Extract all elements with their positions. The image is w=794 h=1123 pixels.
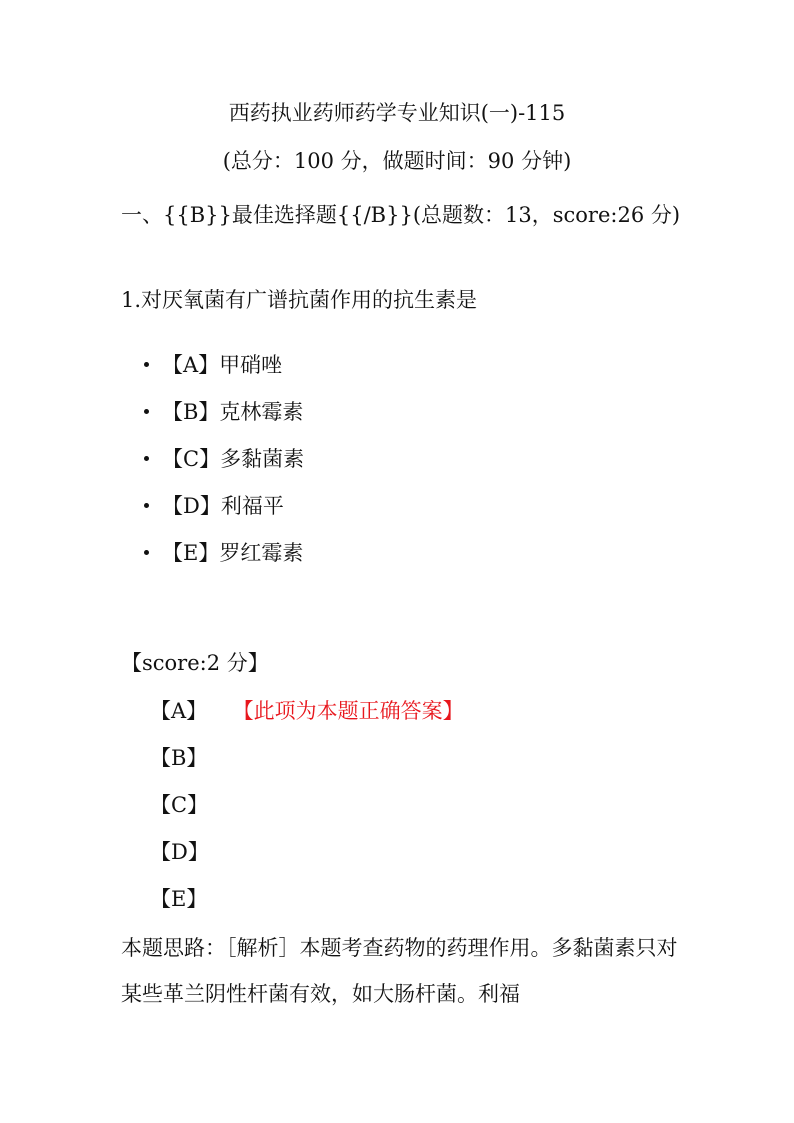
option-label: 【A】甲硝唑 xyxy=(162,353,283,377)
option-label: 【C】多黏菌素 xyxy=(162,447,305,471)
option-label: 【B】克林霉素 xyxy=(162,400,304,424)
answer-item xyxy=(150,695,464,742)
bullet-icon xyxy=(144,503,149,508)
bullet-icon xyxy=(144,409,149,414)
bullet-icon xyxy=(144,550,149,555)
answer-label: 【E】 xyxy=(150,887,208,911)
option-list xyxy=(140,345,304,580)
section-heading: 一、{{B}}最佳选择题{{/B}}(总题数：13，score:26 分) xyxy=(121,203,681,227)
option-label: 【E】罗红霉素 xyxy=(162,541,304,565)
option-item xyxy=(140,533,304,580)
answer-item xyxy=(150,883,464,930)
option-label: 【D】利福平 xyxy=(162,494,284,518)
explanation-text: 本题思路：［解析］本题考查药物的药理作用。多黏菌素只对某些革兰阴性杆菌有效，如大肠杆菌。利福 xyxy=(121,936,678,1006)
answer-item xyxy=(150,836,464,883)
option-item xyxy=(140,486,304,533)
score-label: 【score:2 分】 xyxy=(121,651,269,675)
correct-answer-note: 【此项为本题正确答案】 xyxy=(243,699,464,723)
answer-list xyxy=(150,695,464,930)
document-subtitle: (总分：100 分，做题时间：90 分钟) xyxy=(222,149,572,173)
question-text: 1.对厌氧菌有广谱抗菌作用的抗生素是 xyxy=(121,288,478,312)
answer-label: 【A】 xyxy=(150,699,208,723)
answer-item xyxy=(150,742,464,789)
option-item xyxy=(140,345,304,392)
answer-label: 【B】 xyxy=(150,746,208,770)
document-title: 西药执业药师药学专业知识(一)-115 xyxy=(228,101,566,125)
answer-item xyxy=(150,789,464,836)
bullet-icon xyxy=(144,362,149,367)
option-item xyxy=(140,439,304,486)
option-item xyxy=(140,392,304,439)
answer-label: 【D】 xyxy=(150,840,209,864)
answer-label: 【C】 xyxy=(150,793,209,817)
bullet-icon xyxy=(144,456,149,461)
